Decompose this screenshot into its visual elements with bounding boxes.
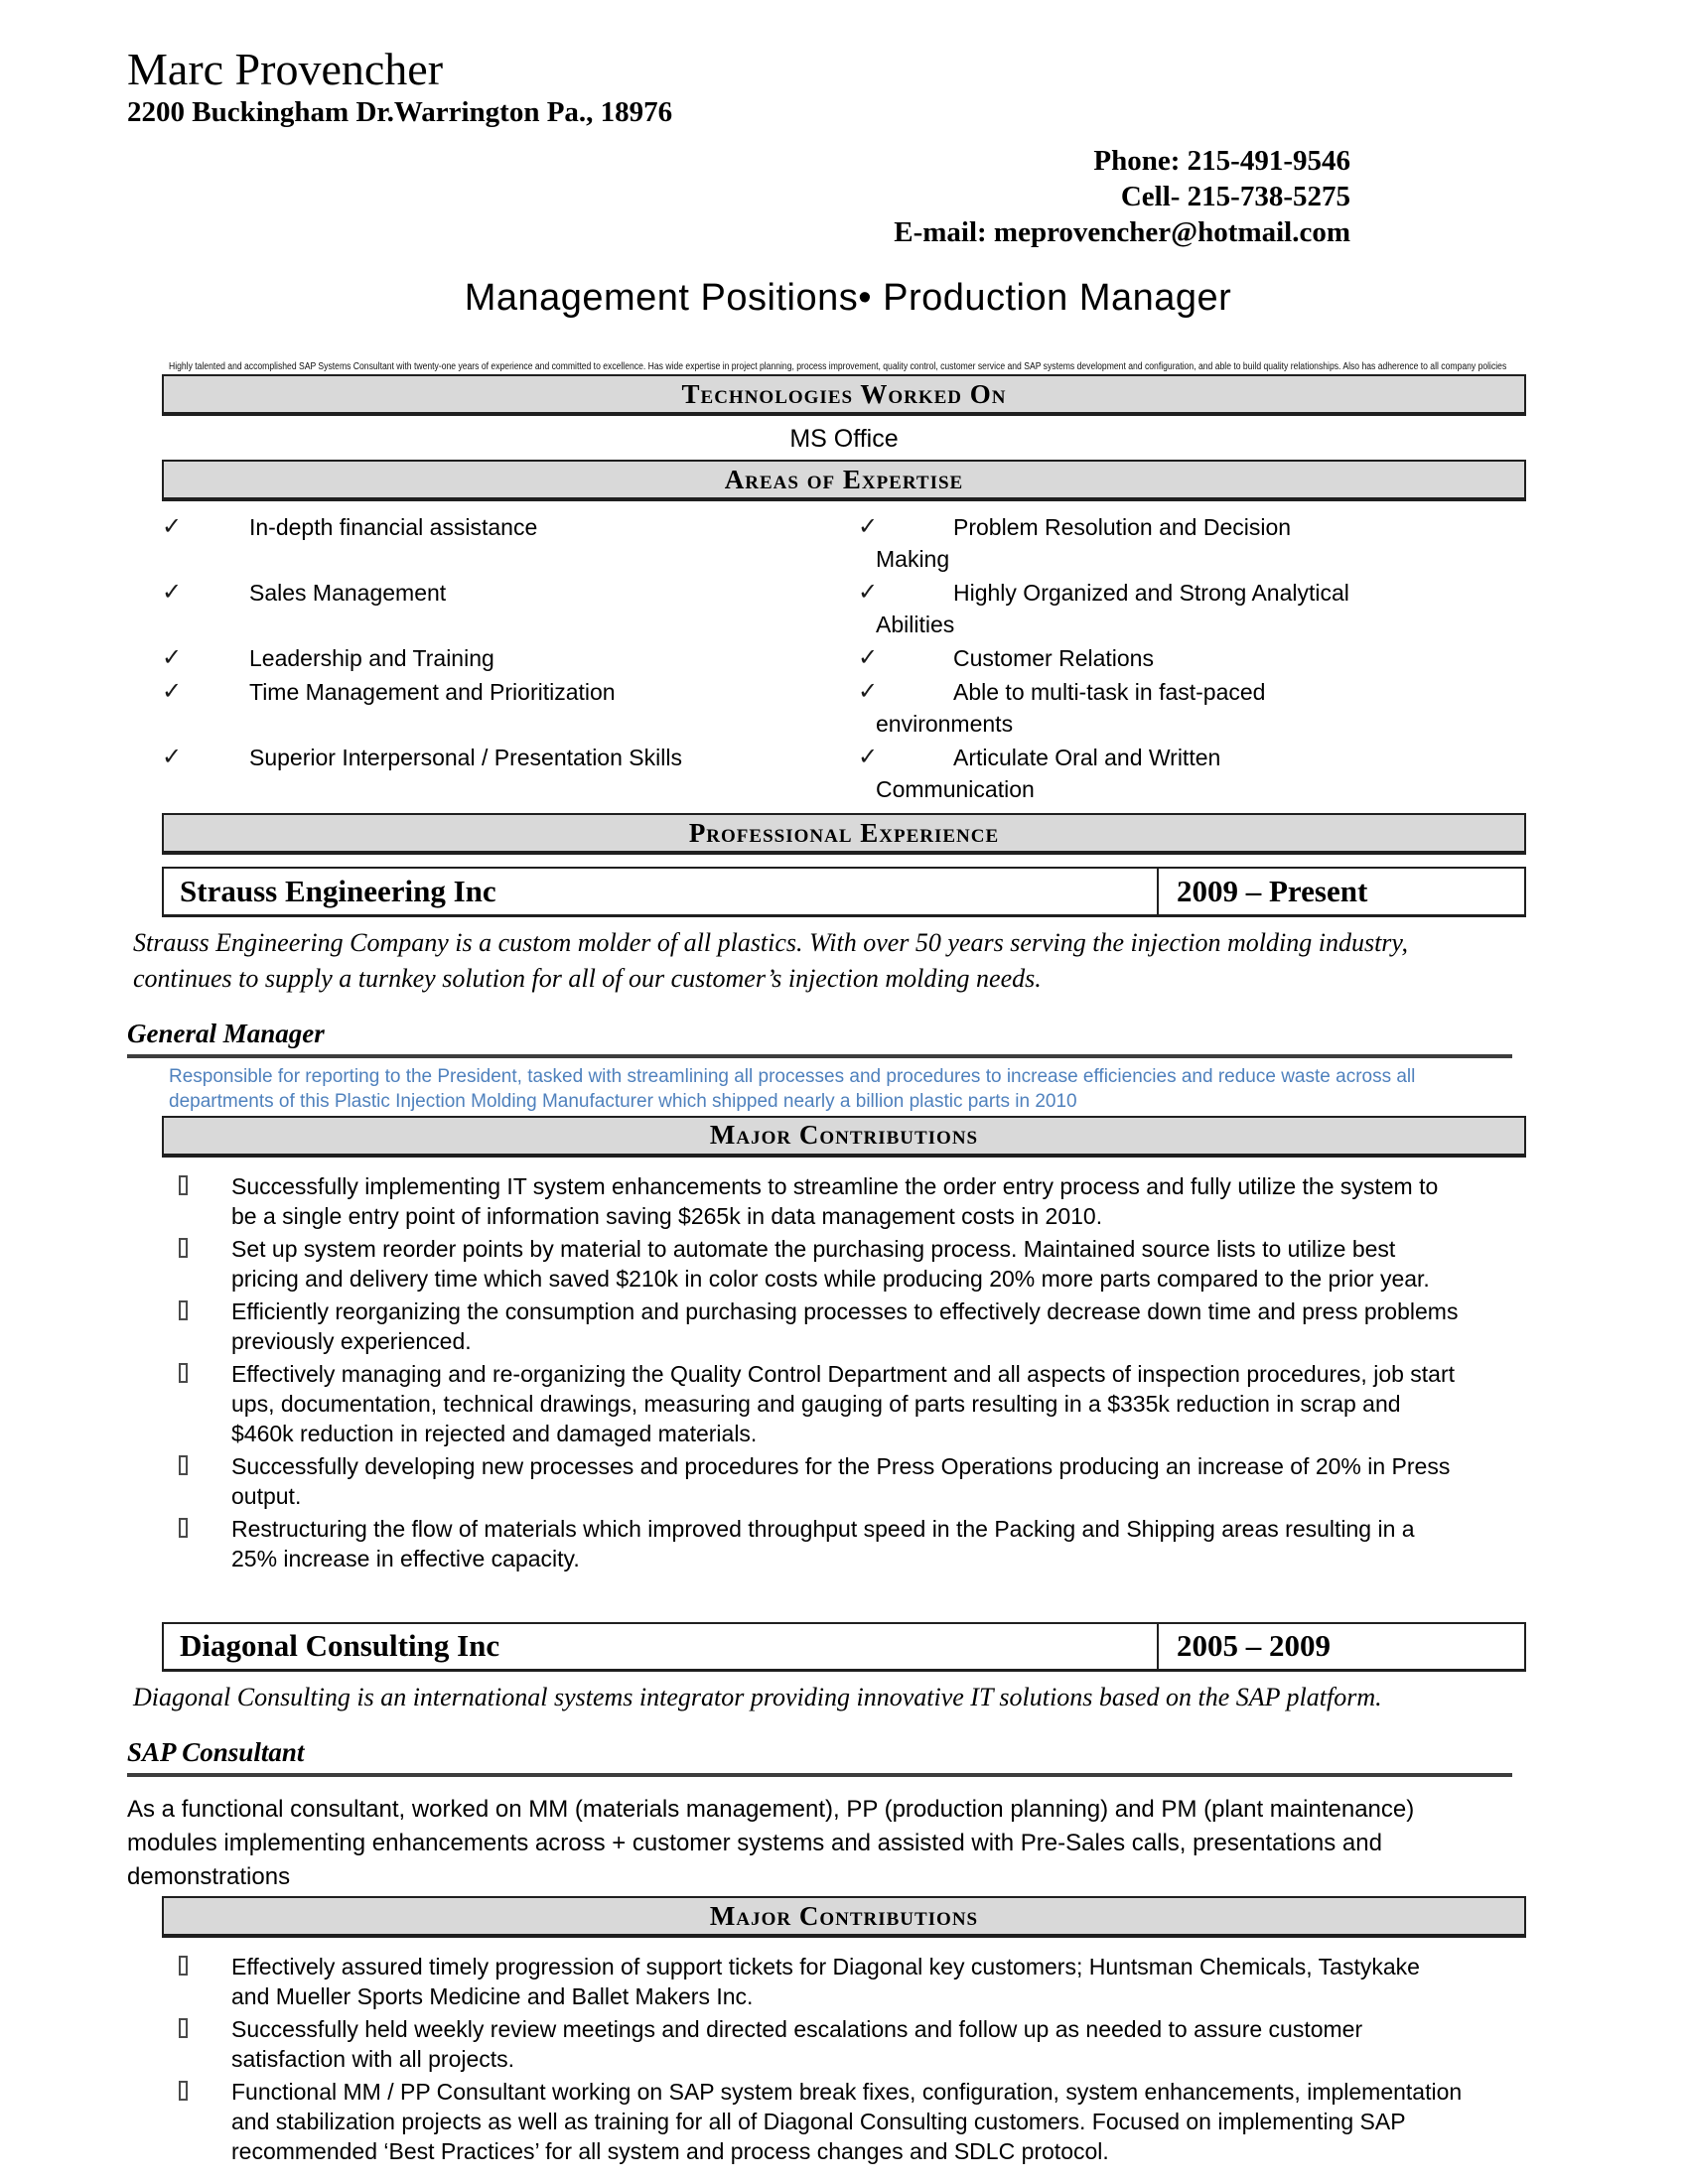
contribution-item — [127, 2014, 1463, 2074]
expertise-rows — [162, 511, 1526, 807]
check-icon — [858, 511, 878, 543]
bullet-missing-glyph-icon — [179, 2018, 188, 2038]
role-divider — [127, 1773, 1512, 1777]
job-role-title: SAP Consultant — [127, 1737, 305, 1767]
expertise-item-right — [858, 642, 1354, 674]
expertise-row — [162, 676, 1526, 742]
expertise-item-left — [162, 511, 844, 543]
contribution-item — [127, 1451, 1463, 1511]
role-intro: As a functional consultant, worked on MM (materials management), PP (production planning) and PM (plant maintenance) modules implementing enhancements across + customer systems and assisted with Pre-Sales calls, presentations and demonstrations — [127, 1796, 1415, 1890]
company-name: Strauss Engineering Inc — [163, 868, 1158, 915]
contribution-text: Effectively assured timely progression of support tickets for Diagonal key customers; Huntsman Chemicals, Tastykake and Mueller Sports Medicine and Ballet Makers Inc. — [231, 1954, 1420, 2009]
job-header-table — [162, 1622, 1526, 1673]
expertise-item-label: Customer Relations — [953, 645, 1154, 671]
check-icon — [162, 577, 182, 609]
contributions-heading: Major Contributions — [709, 1900, 979, 1931]
job-dates: 2009 – Present — [1158, 868, 1525, 915]
check-icon — [162, 642, 182, 674]
bullet-missing-glyph-icon — [179, 1518, 188, 1538]
expertise-item-label: Superior Interpersonal / Presentation Skills — [249, 745, 682, 770]
expertise-row — [162, 642, 1526, 676]
check-icon — [162, 742, 182, 773]
job-header-row — [163, 1623, 1525, 1671]
candidate-address: 2200 Buckingham Dr.Warrington Pa., 18976 — [127, 96, 673, 128]
bullet-missing-glyph-icon — [179, 2081, 188, 2101]
expertise-item-label: Able to multi-task in fast-paced environments — [876, 679, 1266, 737]
expertise-item-left — [162, 676, 844, 708]
expertise-item-label: Highly Organized and Strong Analytical Abilities — [876, 580, 1349, 637]
contribution-text: Successfully developing new processes and procedures for the Press Operations producing an increase of 20% in Press output. — [231, 1452, 1451, 1509]
contribution-item — [127, 1297, 1463, 1356]
expertise-item-label: Problem Resolution and Decision Making — [876, 514, 1292, 572]
contribution-text: Restructuring the flow of materials which improved throughput speed in the Packing and Shipping areas resulting in a 25% increase in effective capacity. — [231, 1515, 1415, 1571]
expertise-item-left — [162, 642, 844, 674]
contribution-item — [127, 1514, 1463, 1573]
expertise-heading: Areas of Expertise — [724, 464, 964, 494]
section-band-experience — [162, 813, 1526, 855]
contribution-item — [127, 1952, 1463, 2011]
section-band-contributions-1 — [162, 1116, 1526, 1158]
expertise-item-right — [858, 511, 1354, 575]
role-divider — [127, 1054, 1512, 1058]
expertise-table — [162, 511, 1526, 807]
bullet-missing-glyph-icon — [179, 1363, 188, 1383]
section-band-expertise — [162, 460, 1526, 501]
job-strauss-engineering — [127, 867, 1569, 1573]
expertise-item-left — [162, 742, 844, 773]
check-icon — [858, 676, 878, 708]
contact-block — [127, 143, 1350, 250]
check-icon — [858, 577, 878, 609]
contribution-item — [127, 1234, 1463, 1294]
contributions-list — [127, 1171, 1487, 1573]
job-header-row — [163, 868, 1525, 915]
email-line: E-mail: meprovencher@hotmail.com — [894, 216, 1350, 248]
expertise-item-label: Time Management and Prioritization — [249, 679, 616, 705]
candidate-name: Marc Provencher — [127, 44, 444, 94]
section-gap — [127, 1576, 1569, 1610]
bullet-missing-glyph-icon — [179, 1238, 188, 1258]
check-icon — [858, 742, 878, 773]
expertise-item-label: Articulate Oral and Written Communication — [876, 745, 1221, 802]
expertise-row — [162, 511, 1526, 577]
contribution-text: Set up system reorder points by material to automate the purchasing process. Maintained source lists to utilize best pricing and delivery time which saved $210k in color costs while producing 20% more parts compared to the prior year. — [231, 1235, 1430, 1292]
expertise-row — [162, 577, 1526, 642]
expertise-item-label: Sales Management — [249, 580, 447, 606]
job-dates: 2005 – 2009 — [1158, 1623, 1525, 1671]
contribution-text: Effectively managing and re-organizing the Quality Control Department and all aspects of inspection procedures, job start ups, documentation, technical drawings, measuring and gauging of parts resulting in a $335k reduction in scrap and $460k reduction in rejected and damaged materials. — [231, 1360, 1456, 1446]
experience-heading: Professional Experience — [688, 817, 1000, 848]
expertise-item-right — [858, 742, 1354, 805]
bullet-missing-glyph-icon — [179, 1455, 188, 1475]
contribution-item — [127, 2077, 1463, 2166]
company-description: Diagonal Consulting is an international systems integrator providing innovative IT solutions based on the SAP platform. — [133, 1683, 1382, 1711]
contribution-text: Efficiently reorganizing the consumption and purchasing processes to effectively decrease down time and press problems previously experienced. — [231, 1297, 1459, 1354]
technologies-heading: Technologies Worked On — [681, 378, 1007, 409]
company-name: Diagonal Consulting Inc — [163, 1623, 1158, 1671]
expertise-item-label: In-depth financial assistance — [249, 514, 538, 540]
bullet-missing-glyph-icon — [179, 1956, 188, 1976]
role-note: Responsible for reporting to the President, tasked with streamlining all processes and procedures to increase efficiencies and reduce waste across all departments of this Plastic Injection Molding Manufacturer which shipped nearly a billion plastic parts in 2010 — [169, 1065, 1416, 1112]
section-band-technologies — [162, 374, 1526, 416]
check-icon — [162, 511, 182, 543]
expertise-item-label: Leadership and Training — [249, 645, 494, 671]
cell-line: Cell- 215-738-5275 — [1120, 181, 1350, 212]
company-description: Strauss Engineering Company is a custom molder of all plastics. With over 50 years serving the injection molding industry, continues to supply a turnkey solution for all of our customer’s injection molding needs. — [133, 927, 1409, 993]
contributions-list — [127, 1952, 1487, 2166]
bullet-missing-glyph-icon — [179, 1300, 188, 1320]
expertise-row — [162, 742, 1526, 807]
contributions-heading: Major Contributions — [709, 1120, 979, 1150]
contribution-text: Successfully implementing IT system enhancements to streamline the order entry process and fully utilize the system to be a single entry point of information saving $265k in data management costs in 2010. — [231, 1172, 1439, 1229]
technologies-value: MS Office — [789, 425, 899, 453]
check-icon — [858, 642, 878, 674]
contribution-item — [127, 1359, 1463, 1448]
bullet-missing-glyph-icon — [179, 1175, 188, 1195]
expertise-item-right — [858, 676, 1354, 740]
contribution-text: Functional MM / PP Consultant working on SAP system break fixes, configuration, system enhancements, implementation and stabilization projects as well as training for all of Diagonal Consulting customers. Focused on implementing SAP recommended ‘Best Practices’ for all system and process changes and SDLC protocol. — [231, 2079, 1463, 2164]
document-title: Management Positions• Production Manager — [464, 277, 1232, 319]
contribution-item — [127, 1171, 1463, 1231]
summary-line: Highly talented and accomplished SAP Systems Consultant with twenty-one years of experience and committed to excellence. Has wide expertise in project planning, process improvement, quality control, customer service and SAP systems development and configuration, and able to build quality relationships. Also has adherence to all company policies — [169, 361, 1507, 372]
phone-line: Phone: 215-491-9546 — [1093, 145, 1350, 177]
job-diagonal-consulting — [127, 1622, 1569, 2167]
expertise-item-left — [162, 577, 844, 609]
check-icon — [162, 676, 182, 708]
expertise-item-right — [858, 577, 1354, 640]
section-band-contributions-2 — [162, 1896, 1526, 1938]
contribution-text: Successfully held weekly review meetings and directed escalations and follow up as needed to assure customer satisfaction with all projects. — [231, 2016, 1363, 2072]
job-role-title: General Manager — [127, 1018, 325, 1048]
job-header-table — [162, 867, 1526, 917]
